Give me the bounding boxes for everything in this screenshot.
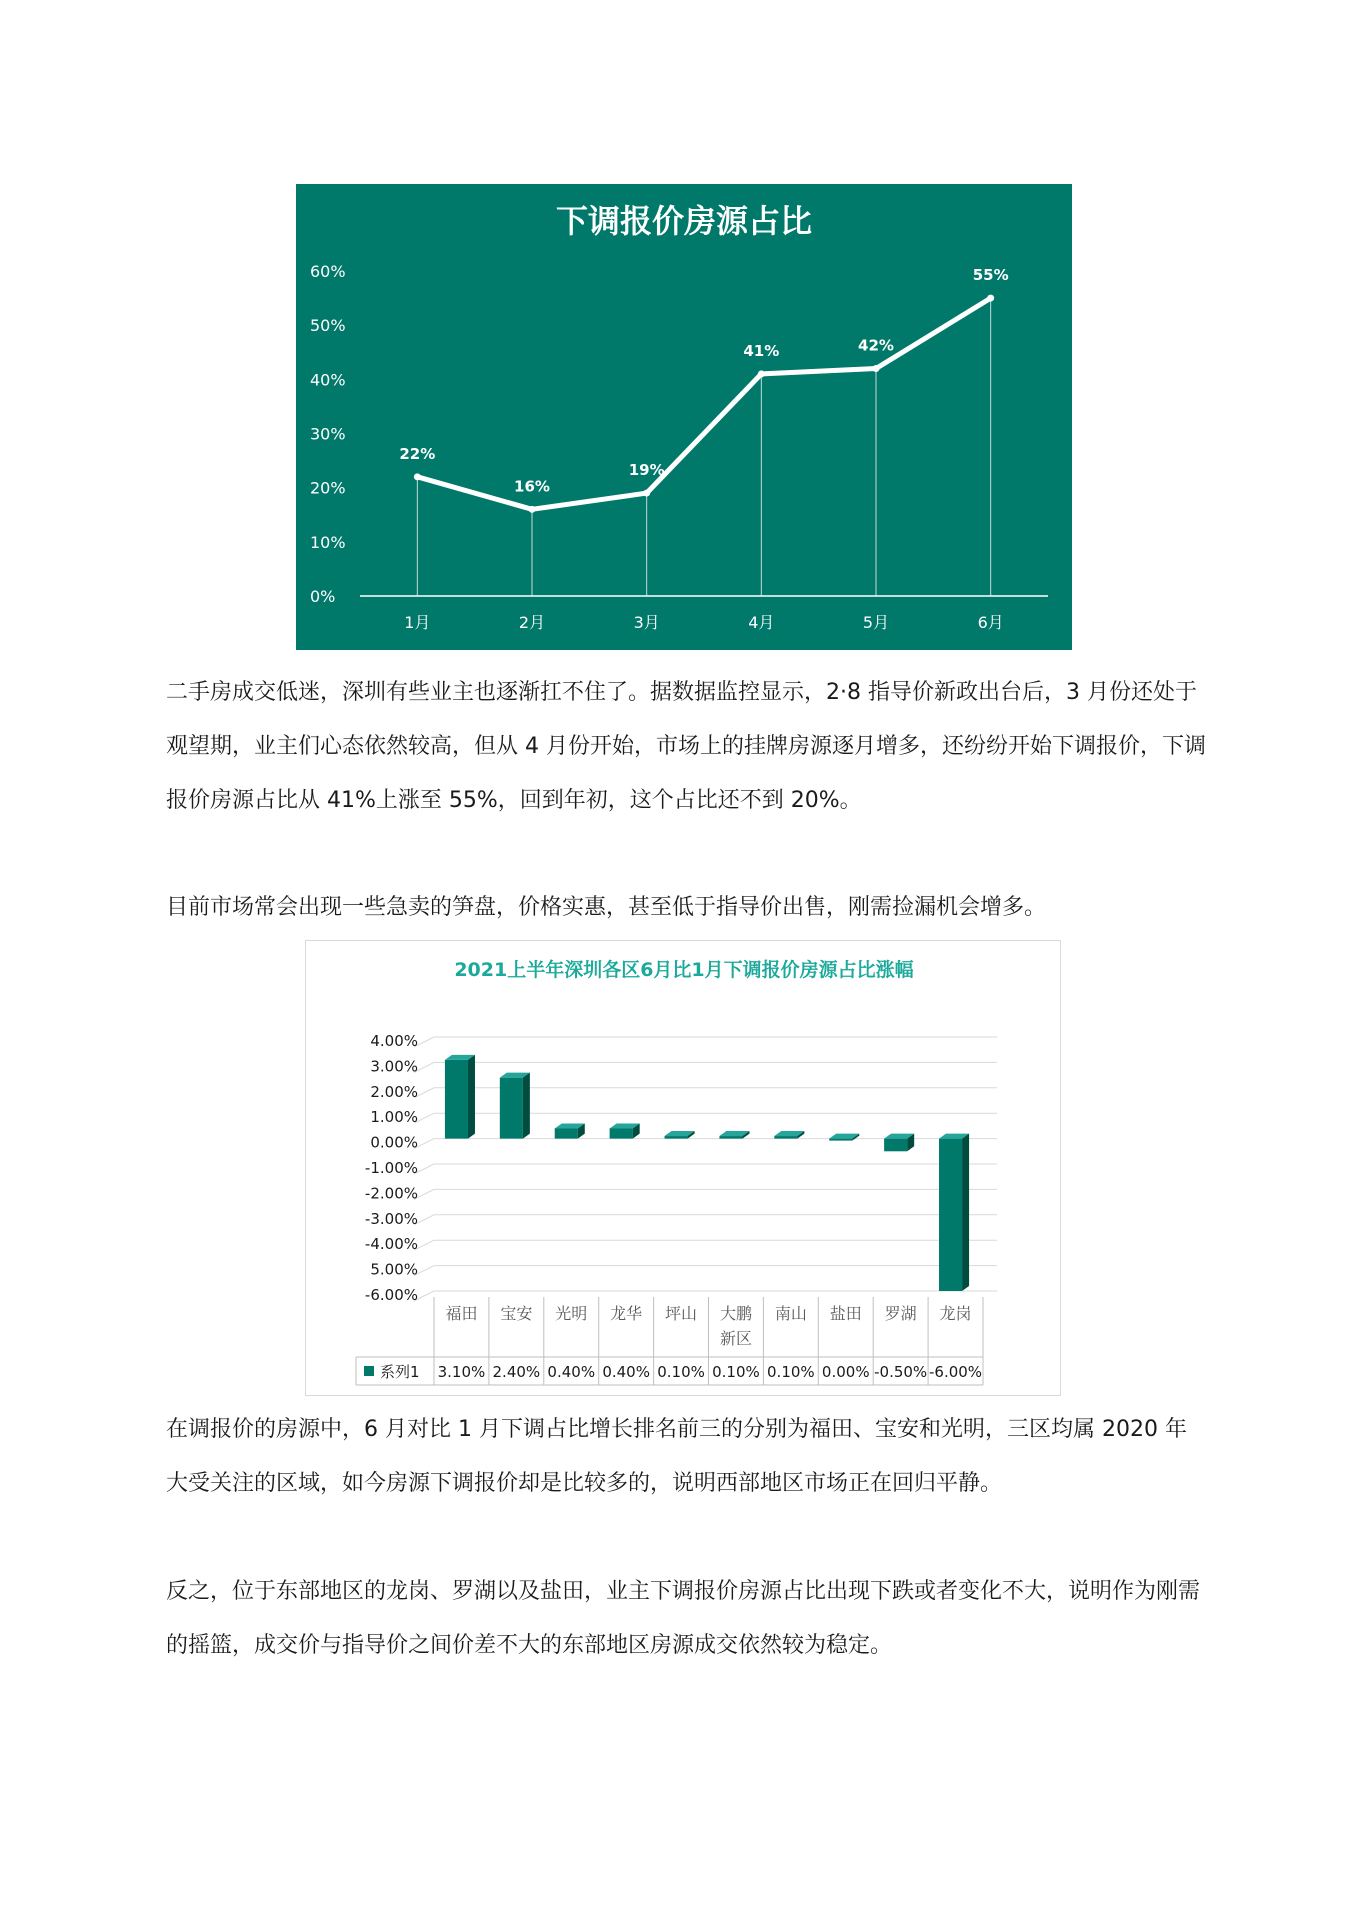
bar [719, 1136, 742, 1139]
x-tick-label: 坪山 [665, 1304, 698, 1323]
x-tick-label: 1月 [404, 613, 431, 632]
y-tick-label: -6.00% [364, 1286, 418, 1304]
y-tick-label: 5.00% [370, 1260, 418, 1279]
x-tick-label: 福田 [445, 1304, 478, 1323]
data-label: 22% [399, 444, 436, 463]
bar [555, 1128, 578, 1138]
x-tick-label: 4月 [748, 613, 775, 632]
data-point [414, 473, 421, 480]
paragraph-2: 目前市场常会出现一些急卖的笋盘，价格实惠，甚至低于指导价出售，刚需捡漏机会增多。 [166, 895, 1047, 920]
y-tick-label: -4.00% [364, 1235, 418, 1254]
bar [939, 1139, 962, 1291]
paragraph-4: 反之，位于东部地区的龙岗、罗湖以及盐田，业主下调报价房源占比出现下跌或者变化不大，说明作为刚需的摇篮，成交价与指导价之间价差不大的东部地区房源成交依然较为稳定。 [166, 1579, 1201, 1658]
gridline [414, 1215, 997, 1225]
data-point [758, 370, 765, 377]
y-tick-label: 60% [310, 262, 346, 281]
y-tick-label: -3.00% [364, 1209, 418, 1228]
data-label: 42% [858, 336, 894, 355]
gridline [414, 1037, 997, 1047]
x-tick-label: 5月 [862, 613, 890, 632]
x-tick-label: 光明 [555, 1304, 588, 1323]
bar-side-face [962, 1134, 969, 1291]
x-tick-label: 龙华 [610, 1304, 643, 1323]
x-tick-label: 龙岗 [939, 1304, 972, 1323]
table-value: 0.10% [657, 1363, 705, 1381]
table-value: 0.40% [602, 1363, 650, 1381]
table-value: -0.50% [874, 1363, 928, 1381]
y-tick-label: -1.00% [364, 1159, 418, 1177]
y-tick-label: 20% [310, 478, 346, 498]
x-tick-label: 3月 [633, 613, 660, 632]
x-tick-label: 盐田 [829, 1304, 862, 1323]
x-tick-label: 新区 [719, 1329, 752, 1348]
table-value: 0.10% [767, 1363, 815, 1381]
bar [500, 1078, 523, 1139]
x-tick-label: 6月 [977, 613, 1004, 632]
y-tick-label: -2.00% [364, 1184, 418, 1203]
table-value: -6.00% [929, 1363, 983, 1381]
bar-side-face [468, 1055, 475, 1139]
y-tick-label: 10% [310, 532, 346, 552]
data-label: 16% [514, 477, 550, 496]
data-point [643, 490, 650, 497]
y-tick-label: 0.00% [370, 1133, 418, 1152]
table-value: 0.10% [712, 1363, 760, 1381]
x-tick-label: 南山 [774, 1304, 807, 1323]
data-label: 41% [743, 341, 780, 360]
gridline [414, 1266, 997, 1276]
y-tick-label: 3.00% [370, 1057, 418, 1076]
paragraph-3: 在调报价的房源中，6 月对比 1 月下调占比增长排名前三的分别为福田、宝安和光明，三区均属 2020 年大受关注的区域，如今房源下调报价却是比较多的，说明西部地区市场正在回归平静。 [166, 1417, 1187, 1496]
chart-title: 下调报价房源占比 [555, 202, 813, 240]
bar [445, 1060, 468, 1139]
x-tick-label: 大鹏 [719, 1304, 752, 1323]
table-value: 0.40% [547, 1363, 596, 1381]
bar [665, 1136, 688, 1139]
bar-chart-panel [305, 940, 1061, 1396]
y-tick-label: 1.00% [370, 1108, 418, 1127]
legend-label: 系列1 [380, 1363, 420, 1381]
bar [610, 1128, 633, 1138]
x-tick-label: 宝安 [500, 1304, 533, 1323]
line-chart-panel [296, 184, 1072, 650]
data-point [987, 295, 994, 302]
x-tick-label: 罗湖 [884, 1304, 917, 1323]
paragraph-1: 二手房成交低迷，深圳有些业主也逐渐扛不住了。据数据监控显示，2·8 指导价新政出台后，3 月份还处于观望期，业主们心态依然较高，但从 4 月份开始，市场上的挂牌房源逐月增多，还纷纷开始下调报价，下调报价房源占比从 41%上涨至 55%，回到年初，这个占比还不到 20%。 [166, 680, 1206, 813]
x-tick-label: 2月 [518, 613, 546, 632]
table-value: 3.10% [437, 1363, 486, 1381]
data-label: 55% [972, 266, 1009, 285]
bar-side-face [523, 1073, 530, 1139]
y-tick-label: 4.00% [370, 1032, 418, 1050]
gridline [414, 1291, 997, 1301]
line-chart [296, 184, 1072, 650]
gridline [414, 1062, 997, 1072]
data-point [529, 506, 536, 513]
bar [829, 1139, 852, 1141]
y-tick-label: 0% [310, 587, 336, 606]
series-line [417, 298, 990, 509]
gridline [414, 1240, 997, 1250]
gridline [414, 1189, 997, 1199]
table-value: 0.00% [821, 1363, 870, 1381]
bar-chart [306, 941, 1062, 1397]
table-value: 2.40% [492, 1363, 541, 1381]
data-point [873, 365, 880, 372]
data-label: 19% [628, 461, 665, 480]
chart-title: 2021上半年深圳各区6月比1月下调报价房源占比涨幅 [454, 959, 914, 981]
gridline [414, 1164, 997, 1174]
y-tick-label: 30% [310, 424, 346, 444]
y-tick-label: 40% [310, 370, 346, 390]
bar [774, 1136, 797, 1139]
y-tick-label: 2.00% [370, 1082, 418, 1101]
y-tick-label: 50% [310, 316, 346, 336]
legend-swatch [364, 1366, 374, 1376]
bar [884, 1139, 907, 1152]
